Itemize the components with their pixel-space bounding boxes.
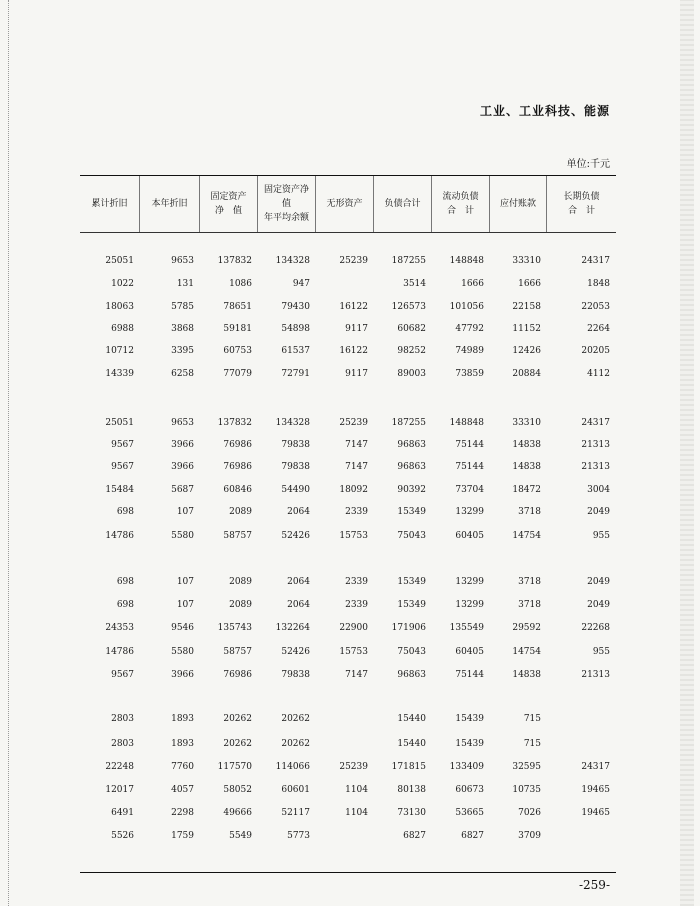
table-cell: 9117	[345, 369, 368, 379]
table-cell: 2064	[287, 600, 310, 610]
table-cell: 9117	[345, 324, 368, 334]
table-cell: 33310	[512, 256, 541, 266]
table-cell: 2298	[171, 808, 194, 818]
table-cell: 32595	[512, 762, 541, 772]
table-cell: 61537	[281, 346, 310, 356]
table-cell: 14838	[512, 670, 541, 680]
table-cell: 7147	[345, 670, 368, 680]
table-row	[80, 619, 616, 637]
table-cell: 7026	[518, 808, 541, 818]
table-cell: 3514	[403, 279, 426, 289]
table-cell: 107	[176, 577, 194, 587]
table-cell: 20205	[581, 346, 610, 356]
table-cell: 96863	[397, 462, 426, 472]
table-cell: 21313	[581, 462, 610, 472]
table-row	[80, 414, 616, 432]
table-cell	[316, 710, 374, 728]
table-cell: 19465	[581, 808, 610, 818]
table-cell: 187255	[391, 418, 426, 428]
table-cell: 3966	[171, 462, 194, 472]
table-cell: 73130	[397, 808, 426, 818]
table-cell: 135549	[449, 623, 484, 633]
table-cell: 117570	[217, 762, 252, 772]
table-cell: 1666	[518, 279, 541, 289]
table-cell: 60405	[455, 531, 484, 541]
table-row	[80, 365, 616, 383]
table-cell: 21313	[581, 440, 610, 450]
table-cell: 5526	[111, 831, 134, 841]
table-row	[80, 596, 616, 614]
table-row	[80, 481, 616, 499]
table-cell: 134328	[275, 256, 310, 266]
table-cell: 12017	[105, 785, 134, 795]
scan-edge-left	[8, 0, 10, 906]
table-cell: 21313	[581, 670, 610, 680]
table-cell: 5687	[171, 485, 194, 495]
table-header-rule	[80, 232, 616, 233]
column-header: 负债合计	[374, 176, 432, 232]
table-cell: 7760	[171, 762, 194, 772]
table-cell: 1666	[461, 279, 484, 289]
table-cell: 60673	[455, 785, 484, 795]
table-cell: 132264	[275, 623, 310, 633]
table-cell: 1104	[345, 785, 368, 795]
table-cell: 20262	[281, 739, 310, 749]
table-cell: 6258	[171, 369, 194, 379]
table-cell: 75144	[455, 670, 484, 680]
table-cell: 54490	[281, 485, 310, 495]
table-cell: 1759	[171, 831, 194, 841]
table-cell: 22053	[581, 302, 610, 312]
table-row	[80, 781, 616, 799]
table-row	[80, 643, 616, 661]
table-cell: 698	[116, 507, 134, 517]
table-cell: 135743	[217, 623, 252, 633]
table-cell: 1893	[171, 714, 194, 724]
table-cell: 14754	[512, 531, 541, 541]
table-cell: 25239	[339, 418, 368, 428]
table-cell: 5773	[287, 831, 310, 841]
table-cell: 1848	[587, 279, 610, 289]
table-cell: 59181	[223, 324, 252, 334]
table-cell: 101056	[449, 302, 484, 312]
table-cell: 60682	[397, 324, 426, 334]
table-cell: 14838	[512, 440, 541, 450]
table-cell: 15484	[105, 485, 134, 495]
table-cell: 16122	[339, 346, 368, 356]
table-cell: 171906	[391, 623, 426, 633]
table-cell: 3718	[518, 600, 541, 610]
table-header	[80, 176, 616, 232]
table-cell: 79838	[281, 440, 310, 450]
table-cell: 76986	[223, 462, 252, 472]
section-title: 工业、工业科技、能源	[479, 104, 610, 118]
table-cell: 19465	[581, 785, 610, 795]
table-cell: 75144	[455, 440, 484, 450]
table-row	[80, 342, 616, 360]
table-cell: 54898	[281, 324, 310, 334]
table-cell: 9653	[171, 418, 194, 428]
table-row	[80, 458, 616, 476]
table-cell	[547, 710, 616, 728]
table-cell: 77079	[223, 369, 252, 379]
table-cell: 24317	[581, 256, 610, 266]
table-cell: 1893	[171, 739, 194, 749]
table-cell: 5549	[229, 831, 252, 841]
table-cell: 2064	[287, 577, 310, 587]
table-cell: 137832	[217, 256, 252, 266]
table-cell: 98252	[397, 346, 426, 356]
table-cell: 79838	[281, 462, 310, 472]
column-header: 本年折旧	[140, 176, 200, 232]
column-header: 累计折旧	[80, 176, 140, 232]
column-header: 应付账款	[490, 176, 547, 232]
table-cell: 2264	[587, 324, 610, 334]
table-cell: 2089	[229, 507, 252, 517]
table-cell: 148848	[449, 256, 484, 266]
table-cell: 80138	[397, 785, 426, 795]
table-cell: 60405	[455, 647, 484, 657]
table-cell: 6827	[403, 831, 426, 841]
table-cell: 18472	[512, 485, 541, 495]
table-cell: 3868	[171, 324, 194, 334]
table-cell: 187255	[391, 256, 426, 266]
table-cell	[547, 827, 616, 845]
table-cell: 13299	[455, 507, 484, 517]
table-cell: 25239	[339, 256, 368, 266]
table-cell: 715	[523, 714, 541, 724]
table-cell: 74989	[455, 346, 484, 356]
page-number: -259-	[578, 878, 610, 892]
table-cell: 90392	[397, 485, 426, 495]
table-cell: 5580	[171, 647, 194, 657]
table-cell: 3004	[587, 485, 610, 495]
table-cell: 24317	[581, 762, 610, 772]
column-header: 流动负债 合 计	[432, 176, 490, 232]
table-cell: 10735	[512, 785, 541, 795]
table-cell: 126573	[391, 302, 426, 312]
table-cell: 715	[523, 739, 541, 749]
table-cell: 15349	[397, 600, 426, 610]
table-cell: 5785	[171, 302, 194, 312]
table-cell: 2803	[111, 714, 134, 724]
table-cell: 131	[176, 279, 194, 289]
table-cell: 9567	[111, 670, 134, 680]
table-cell: 955	[592, 531, 610, 541]
table-cell: 79430	[281, 302, 310, 312]
table-row	[80, 758, 616, 776]
table-cell: 15753	[339, 647, 368, 657]
table-cell: 15349	[397, 577, 426, 587]
table-cell: 18092	[339, 485, 368, 495]
table-cell: 60753	[223, 346, 252, 356]
table-row	[80, 503, 616, 521]
table-cell: 89003	[397, 369, 426, 379]
table-cell: 1086	[229, 279, 252, 289]
table-cell: 3966	[171, 670, 194, 680]
table-cell: 1022	[111, 279, 134, 289]
table-cell: 73704	[455, 485, 484, 495]
table-cell: 4112	[587, 369, 610, 379]
table-row	[80, 735, 616, 753]
table-cell: 107	[176, 600, 194, 610]
table-cell: 7147	[345, 462, 368, 472]
table-cell: 25239	[339, 762, 368, 772]
table-cell: 58757	[223, 531, 252, 541]
table-row	[80, 527, 616, 545]
table-cell: 22900	[339, 623, 368, 633]
table-cell: 14786	[105, 647, 134, 657]
table-cell: 78651	[223, 302, 252, 312]
table-cell: 29592	[512, 623, 541, 633]
table-cell: 20262	[223, 714, 252, 724]
table-cell: 137832	[217, 418, 252, 428]
footer-rule	[80, 872, 616, 873]
table-cell: 2089	[229, 600, 252, 610]
table-cell: 2339	[345, 507, 368, 517]
table-cell: 79838	[281, 670, 310, 680]
table-row	[80, 298, 616, 316]
table-cell: 25051	[105, 256, 134, 266]
table-cell: 22248	[105, 762, 134, 772]
table-cell: 75144	[455, 462, 484, 472]
table-cell: 18063	[105, 302, 134, 312]
table-cell: 6491	[111, 808, 134, 818]
table-cell: 7147	[345, 440, 368, 450]
table-cell: 955	[592, 647, 610, 657]
table-cell: 134328	[275, 418, 310, 428]
table-cell: 58052	[223, 785, 252, 795]
table-cell: 47792	[455, 324, 484, 334]
table-cell: 698	[116, 577, 134, 587]
table-cell: 2049	[587, 577, 610, 587]
table-cell: 73859	[455, 369, 484, 379]
table-cell: 4057	[171, 785, 194, 795]
table-cell: 3395	[171, 346, 194, 356]
table-cell: 24353	[105, 623, 134, 633]
table-cell: 22158	[512, 302, 541, 312]
table-cell: 16122	[339, 302, 368, 312]
table-cell: 52426	[281, 647, 310, 657]
table-cell	[316, 275, 374, 293]
table-cell: 6827	[461, 831, 484, 841]
table-cell: 72791	[281, 369, 310, 379]
table-row	[80, 573, 616, 591]
table-cell: 5580	[171, 531, 194, 541]
column-header: 固定资产 净 值	[200, 176, 258, 232]
column-header: 无形资产	[316, 176, 374, 232]
table-cell: 49666	[223, 808, 252, 818]
table-row	[80, 252, 616, 270]
table-cell: 2049	[587, 600, 610, 610]
unit-label: 单位:千元	[566, 159, 610, 170]
table-cell: 13299	[455, 577, 484, 587]
table-cell: 9567	[111, 462, 134, 472]
table-row	[80, 804, 616, 822]
table-cell: 60846	[223, 485, 252, 495]
table-cell: 33310	[512, 418, 541, 428]
table-cell: 3709	[518, 831, 541, 841]
column-header: 长期负债 合 计	[563, 192, 600, 216]
table-cell: 53665	[455, 808, 484, 818]
table-cell: 1104	[345, 808, 368, 818]
table-cell: 75043	[397, 531, 426, 541]
table-cell: 52117	[281, 808, 310, 818]
table-cell: 76986	[223, 440, 252, 450]
table-cell: 3718	[518, 507, 541, 517]
table-cell: 11152	[512, 324, 541, 334]
table-row	[80, 666, 616, 684]
table-row	[80, 436, 616, 454]
table-cell: 2049	[587, 507, 610, 517]
table-cell: 3718	[518, 577, 541, 587]
table-row	[80, 710, 616, 728]
column-header: 固定资产净值 年平均余额	[258, 176, 316, 232]
table-cell: 14838	[512, 462, 541, 472]
table-cell: 15439	[455, 714, 484, 724]
table-cell	[547, 735, 616, 753]
table-cell: 52426	[281, 531, 310, 541]
table-cell: 2339	[345, 600, 368, 610]
table-row	[80, 827, 616, 845]
table-cell: 2089	[229, 577, 252, 587]
table-cell: 14754	[512, 647, 541, 657]
table-cell: 13299	[455, 600, 484, 610]
table-cell: 2803	[111, 739, 134, 749]
table-cell: 25051	[105, 418, 134, 428]
table-cell: 22268	[581, 623, 610, 633]
table-cell: 24317	[581, 418, 610, 428]
table-cell: 2064	[287, 507, 310, 517]
table-cell: 20884	[512, 369, 541, 379]
table-cell: 96863	[397, 440, 426, 450]
table-row	[80, 275, 616, 293]
table-cell: 60601	[281, 785, 310, 795]
table-cell: 6988	[111, 324, 134, 334]
table-cell: 9546	[171, 623, 194, 633]
table-cell: 9653	[171, 256, 194, 266]
table-cell: 2339	[345, 577, 368, 587]
table-cell: 114066	[275, 762, 310, 772]
table-cell: 148848	[449, 418, 484, 428]
table-cell: 14339	[105, 369, 134, 379]
table-cell: 133409	[449, 762, 484, 772]
table-cell	[316, 735, 374, 753]
table-cell: 96863	[397, 670, 426, 680]
table-cell: 171815	[391, 762, 426, 772]
table-cell: 107	[176, 507, 194, 517]
table-cell: 15440	[397, 739, 426, 749]
table-row	[80, 320, 616, 338]
table-cell: 10712	[105, 346, 134, 356]
table-cell: 15439	[455, 739, 484, 749]
table-cell: 76986	[223, 670, 252, 680]
table-cell: 20262	[223, 739, 252, 749]
table-cell: 9567	[111, 440, 134, 450]
table-cell: 3966	[171, 440, 194, 450]
table-cell	[316, 827, 374, 845]
scan-edge-right	[680, 0, 694, 906]
table-cell: 14786	[105, 531, 134, 541]
table-cell: 20262	[281, 714, 310, 724]
table-cell: 58757	[223, 647, 252, 657]
table-cell: 15349	[397, 507, 426, 517]
table-cell: 12426	[512, 346, 541, 356]
table-cell: 15440	[397, 714, 426, 724]
table-cell: 698	[116, 600, 134, 610]
table-cell: 15753	[339, 531, 368, 541]
table-cell: 75043	[397, 647, 426, 657]
table-cell: 947	[292, 279, 310, 289]
